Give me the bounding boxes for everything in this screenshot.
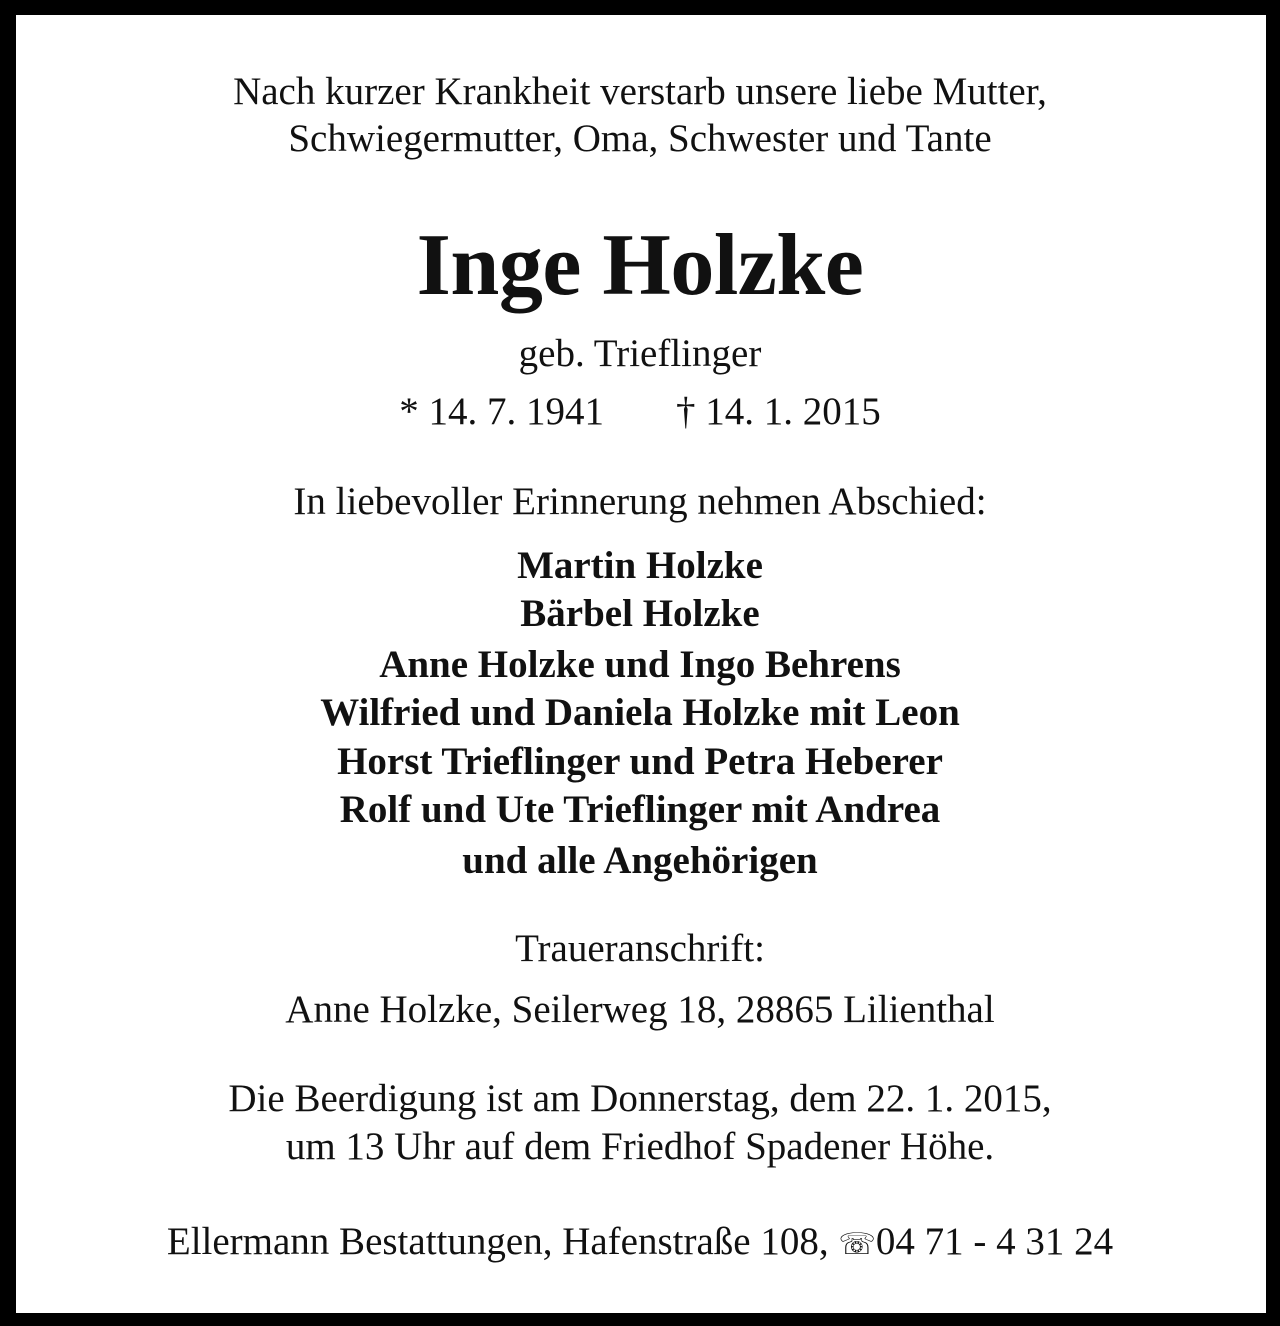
telephone-icon: ☏ (838, 1227, 876, 1262)
mourner-5: Horst Trieflinger und Petra Heberer (337, 740, 943, 783)
funeral-line-1: Die Beerdigung ist am Donnerstag, dem 22. 1. 2015, (228, 1077, 1052, 1120)
mourner-2: Bärbel Holzke (520, 592, 760, 635)
mourner-6: Rolf und Ute Trieflinger mit Andrea (339, 788, 941, 831)
mourning-address: Anne Holzke, Seilerweg 18, 28865 Lilienthal (285, 988, 995, 1031)
maiden-name: geb. Trieflinger (518, 332, 762, 375)
undertaker-text: Ellermann Bestattungen, Hafenstraße 108, (166, 1220, 829, 1263)
intro-line-1: Nach kurzer Krankheit verstarb unsere liebe Mutter, (233, 70, 1047, 113)
deceased-name: Inge Holzke (416, 217, 864, 314)
mourner-3: Anne Holzke und Ingo Behrens (379, 643, 901, 686)
undertaker-phone: 04 71 - 4 31 24 (875, 1220, 1114, 1263)
birth-date: * 14. 7. 1941 (399, 390, 604, 433)
mourning-address-label: Traueranschrift: (515, 927, 765, 970)
intro-line-2: Schwiegermutter, Oma, Schwester und Tante (288, 117, 992, 160)
funeral-line-2: um 13 Uhr auf dem Friedhof Spadener Höhe. (285, 1125, 995, 1168)
undertaker-line (0, 1222, 1280, 1261)
mourner-4: Wilfried und Daniela Holzke mit Leon (320, 691, 960, 734)
life-dates (0, 392, 1280, 431)
mourner-7: und alle Angehörigen (462, 839, 818, 882)
mourner-1: Martin Holzke (517, 544, 763, 587)
farewell-intro: In liebevoller Erinnerung nehmen Abschied: (293, 480, 987, 523)
death-date: † 14. 1. 2015 (676, 390, 881, 433)
